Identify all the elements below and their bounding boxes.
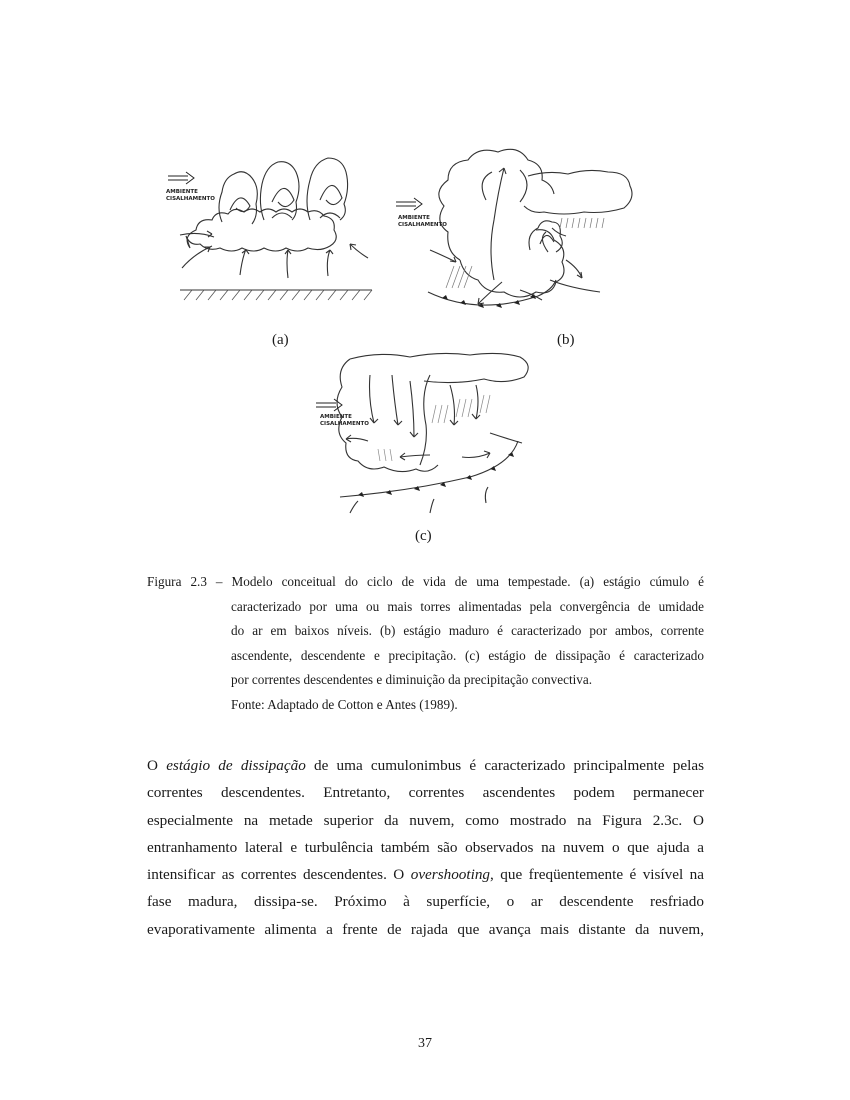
panel-c-label: (c) — [415, 528, 432, 544]
caption-line: ascendente, descendente e precipitação. (c) estágio de dissipação é caracterizado — [231, 647, 704, 663]
environment-label-a-2: CISALHAMENTO — [166, 196, 215, 202]
caption-line: Figura 2.3 – Modelo conceitual do ciclo de vida de uma tempestade. (a) estágio cúmulo é — [147, 574, 704, 589]
mature-stage-sketch — [390, 140, 640, 325]
environment-label-c-1: AMBIENTE — [320, 414, 352, 420]
emphasis: overshooting — [410, 866, 491, 884]
body-line: evaporativamente alimenta a frente de rajada que avança mais distante da nuvem, — [147, 920, 704, 938]
environment-label-b-2: CISALHAMENTO — [398, 222, 447, 228]
panel-a-label: (a) — [272, 332, 289, 348]
cumulus-stage-sketch — [160, 140, 390, 305]
body-line: fase madura, dissipa-se. Próximo à superfície, o ar descendente resfriado — [147, 893, 704, 911]
figure-panel-a — [160, 140, 390, 305]
body-line: correntes descendentes. Entretanto, correntes ascendentes podem permanecer — [147, 784, 704, 802]
caption-line: caracterizado por uma ou mais torres alimentadas pela convergência de umidade — [231, 598, 704, 614]
figure-source: Fonte: Adaptado de Cotton e Antes (1989). — [231, 696, 458, 712]
body-line: entranhamento lateral e turbulência também são observados na nuvem o que ajuda a — [147, 838, 704, 856]
caption-line: do ar em baixos níveis. (b) estágio maduro é caracterizado por ambos, corrente — [231, 623, 704, 638]
body-line: especialmente na metade superior da nuvem, como mostrado na Figura 2.3c. O — [147, 811, 704, 829]
page-number: 37 — [418, 1036, 432, 1051]
panel-b-label: (b) — [557, 332, 575, 348]
figure-panel-c — [310, 345, 550, 525]
emphasis: estágio de dissipação — [166, 757, 306, 774]
caption-line: por correntes descendentes e diminuição da precipitação convectiva. — [231, 672, 593, 687]
body-line: intensificar as correntes descendentes. O overshooting, que freqüentemente é visível na — [147, 866, 704, 884]
figure-panel-b — [390, 140, 640, 325]
body-paragraph — [147, 752, 704, 943]
dissipation-stage-sketch — [310, 345, 550, 525]
environment-label-a-1: AMBIENTE — [166, 189, 198, 195]
environment-label-c-2: CISALHAMENTO — [320, 421, 369, 427]
figure-caption — [147, 570, 704, 717]
environment-label-b-1: AMBIENTE — [398, 215, 430, 221]
body-line: O estágio de dissipação de uma cumulonimbus é caracterizado principalmente pelas — [147, 757, 704, 774]
